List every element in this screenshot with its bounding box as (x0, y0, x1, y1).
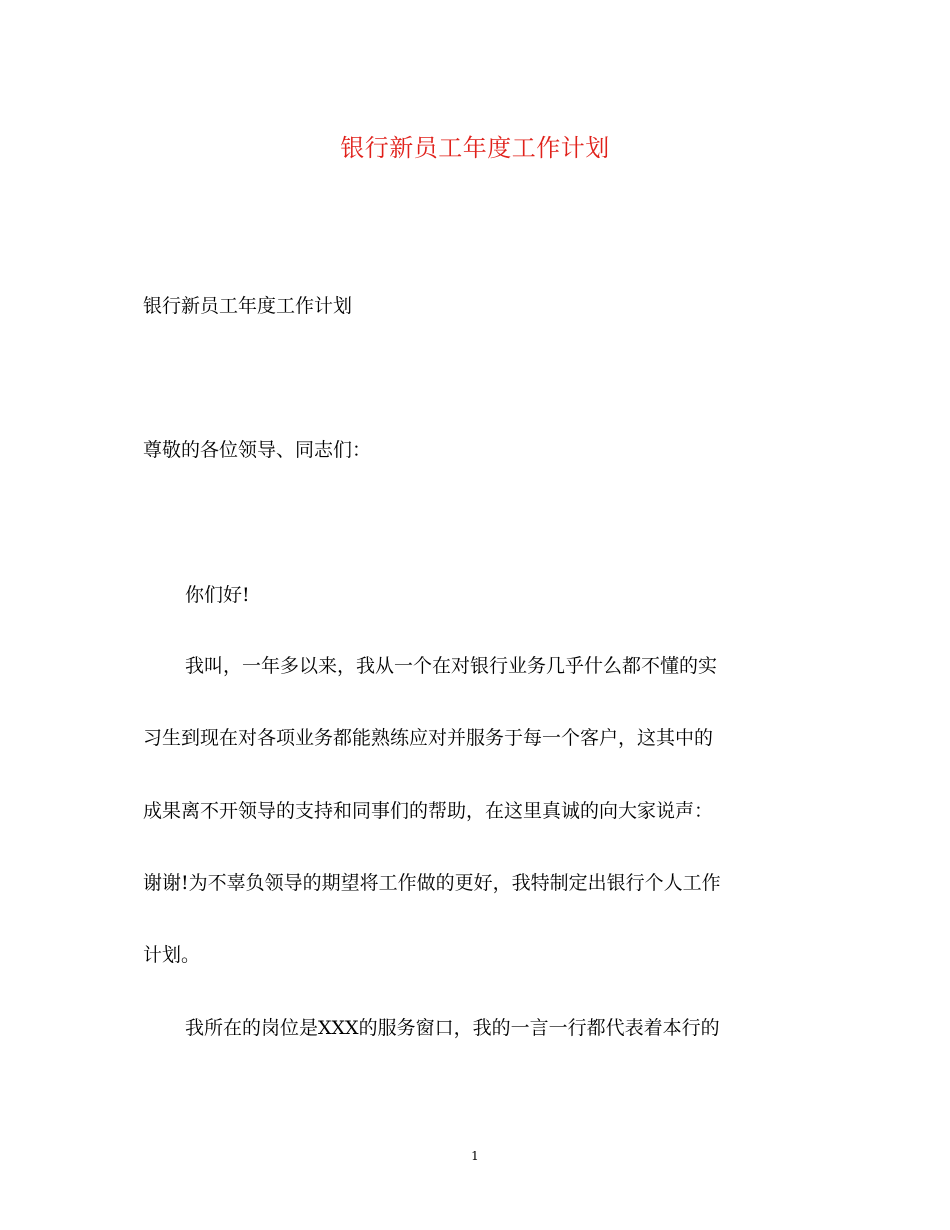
paragraph-line: 成果离不开领导的支持和同事们的帮助，在这里真诚的向大家说声： (143, 800, 714, 822)
greeting: 你们好! (185, 584, 250, 606)
page-number: 1 (471, 1149, 479, 1163)
paragraph-line: 我叫，一年多以来，我从一个在对银行业务几乎什么都不懂的实 (185, 655, 718, 677)
paragraph-line: 我所在的岗位是XXX的服务窗口，我的一言一行都代表着本行的 (185, 1017, 720, 1039)
document-subtitle: 银行新员工年度工作计划 (143, 295, 353, 317)
salutation: 尊敬的各位领导、同志们： (143, 439, 372, 461)
paragraph-line: 计划。 (143, 944, 201, 966)
paragraph-line: 谢谢!为不辜负领导的期望将工作做的更好，我特制定出银行个人工作 (143, 872, 721, 894)
paragraph-line: 习生到现在对各项业务都能熟练应对并服务于每一个客户，这其中的 (143, 727, 714, 749)
document-title: 银行新员工年度工作计划 (340, 134, 610, 162)
